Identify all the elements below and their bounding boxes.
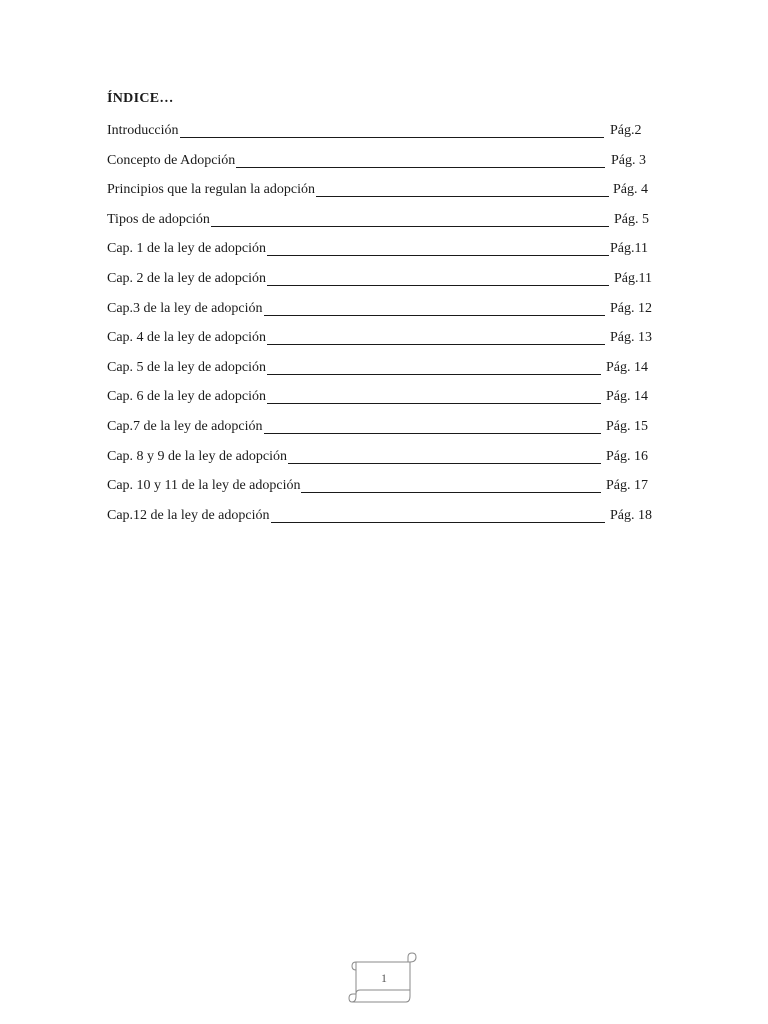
toc-entry [107,210,667,240]
table-of-contents [107,121,667,535]
toc-entry-page: Pág. 13 [610,330,652,346]
toc-entry-page: Pág.11 [614,270,652,286]
toc-entry-page: Pág. 4 [613,182,648,198]
toc-entry-page: Pág. 16 [606,448,648,464]
toc-entry-page: Pág. 15 [606,418,648,434]
toc-entry [107,476,667,506]
toc-entry-label: Cap. 10 y 11 de la ley de adopción [107,478,301,494]
toc-entry-label: Tipos de adopción [107,211,210,227]
toc-entry [107,328,667,358]
toc-leader-line [300,492,601,493]
toc-entry-page: Pág.2 [610,123,642,138]
toc-entry-label: Principios que la regulan la adopción [107,182,315,198]
toc-leader-line [210,226,609,227]
toc-leader-line [266,344,605,345]
toc-leader-line [266,403,601,404]
toc-entry [107,239,667,269]
toc-entry-label: Cap.3 de la ley de adopción [107,300,263,316]
page-number-badge [348,952,420,1006]
toc-leader-line [270,522,605,523]
toc-entry-page: Pág.11 [610,241,648,257]
toc-entry-page: Pág. 14 [606,389,648,405]
toc-entry [107,447,667,477]
toc-entry [107,506,667,536]
toc-entry-label: Cap. 4 de la ley de adopción [107,330,267,346]
toc-leader-line [266,255,609,256]
toc-heading: ÍNDICE… [107,91,174,106]
toc-entry-page: Pág. 3 [611,152,646,168]
toc-entry-page: Pág. 18 [610,507,652,523]
toc-entry [107,269,667,299]
toc-entry-label: Cap. 2 de la ley de adopción [107,270,267,286]
toc-entry-label: Concepto de Adopción [107,152,236,168]
toc-entry-label: Introducción [107,123,179,138]
toc-leader-line [179,137,604,138]
toc-entry-label: Cap. 6 de la ley de adopción [107,389,267,405]
toc-entry-page: Pág. 17 [606,478,648,494]
toc-entry [107,180,667,210]
toc-leader-line [266,285,609,286]
toc-entry-label: Cap.12 de la ley de adopción [107,507,270,523]
toc-entry [107,121,667,151]
toc-entry-label: Cap. 5 de la ley de adopción [107,359,267,375]
toc-leader-line [266,374,601,375]
toc-entry-label: Cap. 8 y 9 de la ley de adopción [107,448,288,464]
toc-entry-page: Pág. 12 [610,300,652,316]
page-number: 1 [381,971,387,985]
toc-entry-label: Cap. 1 de la ley de adopción [107,241,267,257]
toc-leader-line [287,463,601,464]
toc-entry [107,387,667,417]
toc-leader-line [263,433,601,434]
toc-entry-page: Pág. 5 [614,211,649,227]
toc-entry [107,417,667,447]
toc-entry-page: Pág. 14 [606,359,648,375]
toc-leader-line [315,196,609,197]
toc-entry [107,358,667,388]
toc-leader-line [263,315,605,316]
toc-leader-line [235,167,605,168]
toc-entry [107,151,667,181]
toc-entry-label: Cap.7 de la ley de adopción [107,418,263,434]
toc-entry [107,299,667,329]
